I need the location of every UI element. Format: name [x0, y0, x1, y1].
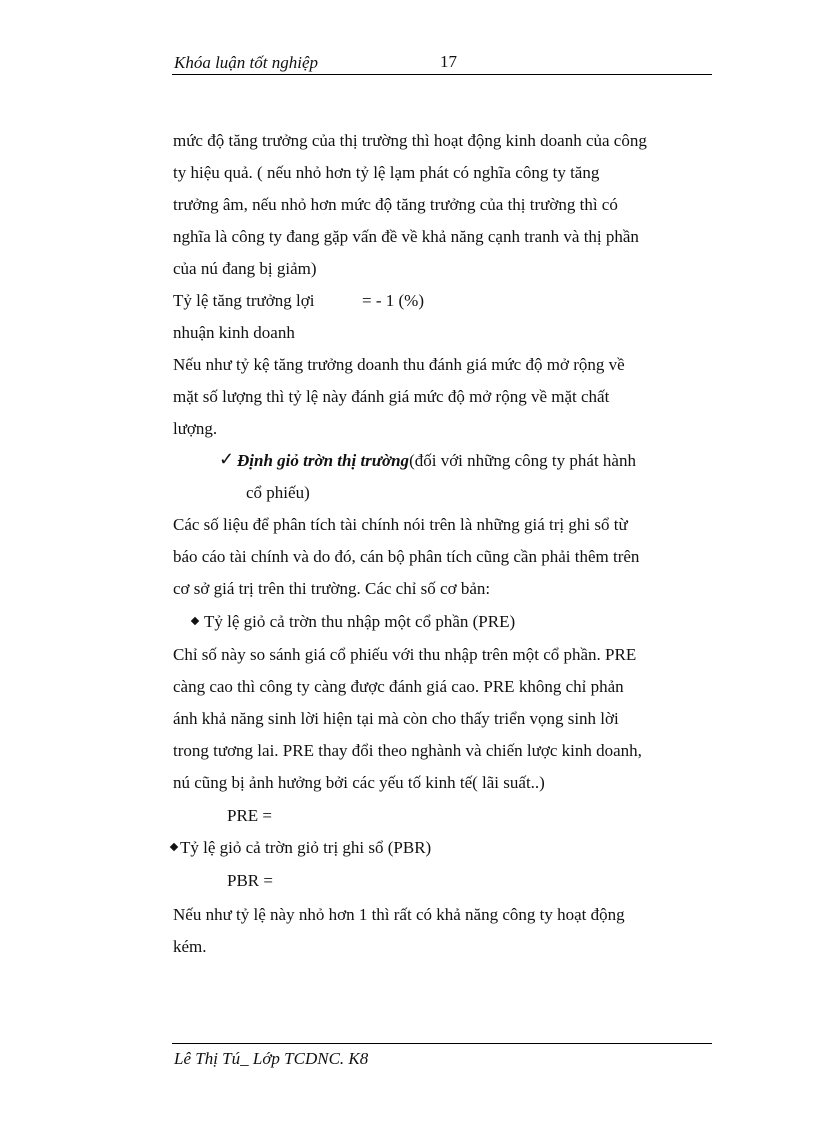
bullet-text: Tỷ lệ giỏ cả trờn thu nhập một cổ phần (PRE): [204, 612, 516, 631]
text-line: trưởng âm, nếu nhỏ hơn mức độ tăng trưởng của thị trường thì có: [173, 195, 618, 214]
page-header: [172, 50, 712, 75]
text-line: kém.: [173, 937, 207, 956]
heading-bold: Định giỏ trờn thị trường: [237, 451, 410, 470]
page-number: 17: [440, 52, 457, 71]
text-line: mặt số lượng thì tỷ lệ này đánh giá mức độ mở rộng về mặt chất: [173, 387, 610, 406]
header-title: Khóa luận tốt nghiệp: [174, 53, 319, 72]
section-heading: [237, 451, 636, 471]
footer-text: Lê Thị Tú_ Lớp TCDNC. K8: [174, 1049, 369, 1068]
text-line: nghĩa là công ty đang gặp vấn đề về khả năng cạnh tranh và thị phần: [173, 227, 639, 246]
text-line: trong tương lai. PRE thay đổi theo nghành và chiến lược kinh doanh,: [173, 741, 642, 760]
diamond-bullet-icon: [191, 617, 199, 625]
text-line: càng cao thì công ty càng được đánh giá cao. PRE không chỉ phản: [173, 677, 624, 696]
formula-label-cont: nhuận kinh doanh: [173, 323, 295, 342]
text-line: của nú đang bị giảm): [173, 259, 317, 278]
text-line: nú cũng bị ảnh hưởng bởi các yếu tố kinh tế( lãi suất..): [173, 773, 545, 792]
page-footer: [172, 1043, 712, 1068]
text-line: cơ sở giá trị trên thi trường. Các chỉ số cơ bản:: [173, 579, 491, 598]
text-line: ty hiệu quả. ( nếu nhỏ hơn tỷ lệ lạm phát có nghĩa công ty tăng: [173, 163, 600, 182]
text-line: Nếu như tỷ lệ này nhỏ hơn 1 thì rất có khả năng công ty hoạt động: [173, 905, 625, 924]
text-line: Chỉ số này so sánh giá cổ phiếu với thu nhập trên một cổ phần. PRE: [173, 645, 637, 664]
bullet-text: Tỷ lệ giỏ cả trờn giỏ trị ghi sổ (PBR): [180, 838, 432, 857]
text-line: mức độ tăng trưởng của thị trường thì hoạt động kinh doanh của công: [173, 131, 647, 150]
text-line: lượng.: [173, 419, 218, 438]
text-line: báo cáo tài chính và do đó, cán bộ phân tích cũng cần phải thêm trên: [173, 547, 640, 566]
heading-cont: cổ phiếu): [246, 483, 310, 502]
formula-label: Tỷ lệ tăng trưởng lợi: [173, 291, 315, 310]
bullet-item: [171, 838, 431, 858]
checkmark-icon: ✓: [219, 449, 235, 469]
diamond-bullet-icon: [170, 843, 178, 851]
text-line: Các số liệu để phân tích tài chính nói trên là những giá trị ghi sổ từ: [173, 515, 628, 534]
bullet-item: [192, 612, 515, 632]
text-line: Nếu như tỷ kệ tăng trưởng doanh thu đánh giá mức độ mở rộng về: [173, 355, 625, 374]
text-line: ánh khả năng sinh lời hiện tại mà còn cho thấy triển vọng sinh lời: [173, 709, 619, 728]
heading-rest: (đối với những công ty phát hành: [409, 451, 636, 470]
formula-rhs: = - 1 (%): [362, 291, 424, 310]
pbr-formula: PBR =: [227, 871, 273, 890]
pre-formula: PRE =: [227, 806, 273, 825]
